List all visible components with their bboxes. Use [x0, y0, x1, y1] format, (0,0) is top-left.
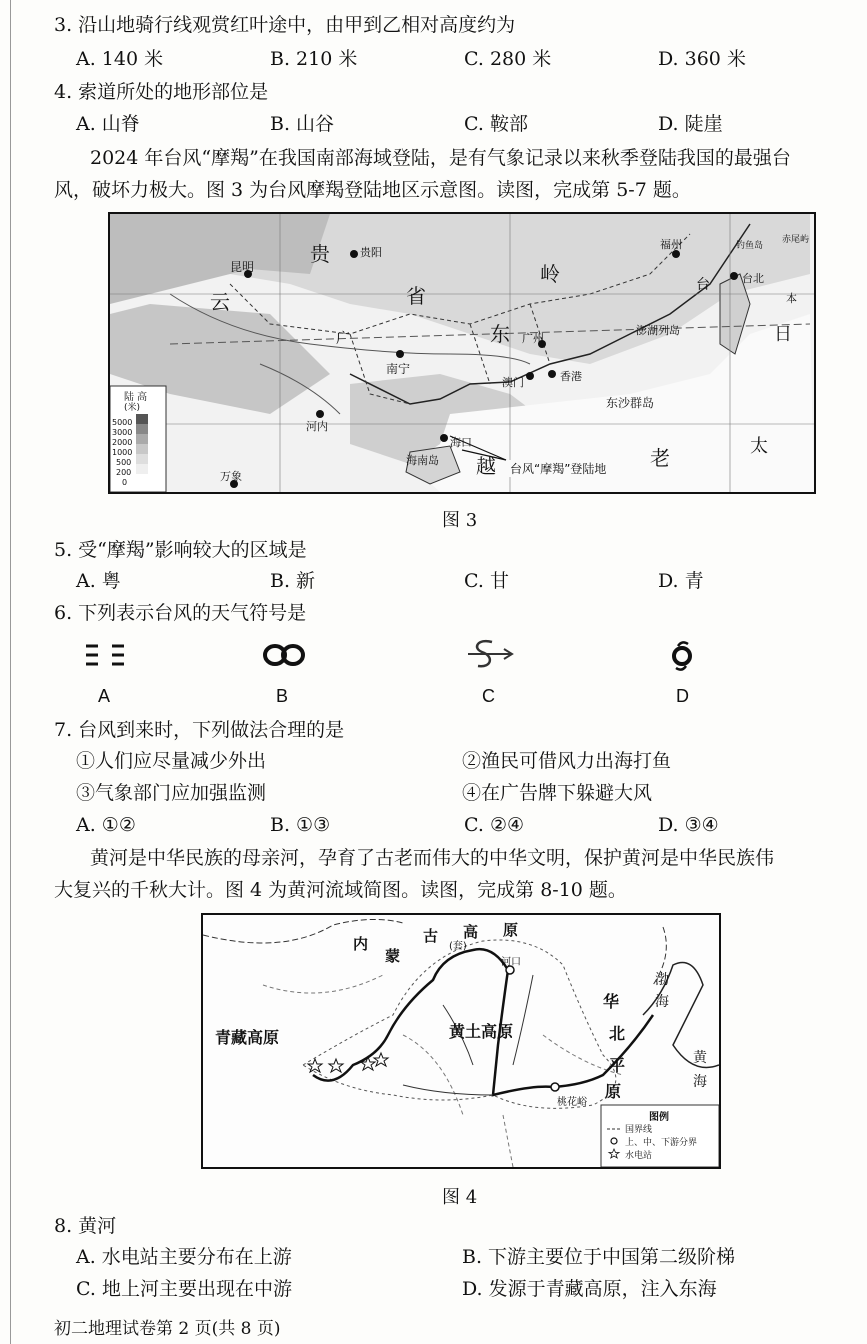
city-hanoi: 河内	[306, 420, 328, 433]
legend-1000: 1000	[112, 448, 133, 457]
region-gui: 贵	[310, 242, 330, 266]
typhoon-symbol[interactable]	[668, 640, 698, 672]
option-d[interactable]: D. 360 米	[658, 48, 746, 70]
region-tai: 台	[696, 277, 710, 293]
option-b[interactable]: B. 新	[270, 570, 316, 592]
option-c[interactable]: C. ②④	[464, 814, 525, 836]
city-kunming: 昆明	[230, 260, 255, 274]
figure-4-caption: 图 4	[442, 1187, 478, 1208]
q8-option-b[interactable]: B. 下游主要位于中国第二级阶梯	[462, 1246, 736, 1268]
yellow-river-basin-map	[201, 913, 721, 1169]
city-vientiane: 万象	[220, 470, 242, 483]
diaoyu-island-label: 钓鱼岛	[736, 241, 764, 251]
page-footer: 初二地理试卷第 2 页(共 8 页)	[54, 1319, 281, 1339]
city-taipei: 台北	[742, 272, 764, 285]
chiwei-islet-label: 赤尾屿	[782, 235, 810, 245]
hainan-island-label: 海南岛	[406, 454, 439, 467]
question-3-stem: 3. 沿山地骑行线观赏红叶途中，由甲到乙相对高度约为	[54, 14, 516, 36]
penghu-islands-label: 澎湖列岛	[636, 324, 680, 337]
sandstorm-symbol[interactable]	[464, 636, 514, 674]
intro-yellow-river-line2: 大复兴的千秋大计。图 4 为黄河流域简图。读图，完成第 8-10 题。	[54, 879, 627, 901]
city-guangzhou: 广州	[522, 332, 544, 345]
city-guiyang: 贵阳	[360, 246, 382, 259]
statement-1: ①人们应尽量减少外出	[76, 750, 267, 772]
option-c[interactable]: C. 280 米	[464, 48, 552, 70]
symbol-label-a: A	[98, 686, 111, 706]
label-loess-plateau: 黄土高原	[449, 1022, 514, 1041]
label-meng: 蒙	[385, 947, 401, 965]
label-hetao: (套)	[449, 941, 467, 952]
q8-option-a[interactable]: A. 水电站主要分布在上游	[76, 1246, 292, 1268]
question-4-options	[54, 111, 857, 137]
option-a[interactable]: A. 140 米	[76, 48, 164, 70]
label-gu: 古	[423, 927, 439, 945]
legend-unit: (米)	[124, 403, 141, 413]
legend-200: 200	[116, 468, 132, 477]
typhoon-landfall-map	[108, 212, 816, 494]
region-dong: 东	[490, 322, 510, 346]
figure-3-caption: 图 3	[442, 510, 478, 531]
option-c[interactable]: C. 甘	[464, 570, 509, 592]
legend-5000: 5000	[112, 418, 133, 427]
label-bohai-1: 渤	[655, 972, 669, 988]
legend-3000: 3000	[112, 428, 133, 437]
symbol-label-d: D	[676, 686, 689, 706]
legend-title: 图例	[649, 1112, 669, 1123]
city-nanning: 南宁	[386, 362, 411, 376]
label-hekou: 河口	[501, 957, 521, 968]
intro-typhoon-line2: 风，破坏力极大。图 3 为台风摩羯登陆地区示意图。读图，完成第 5-7 题。	[54, 179, 691, 201]
statement-3: ③气象部门应加强监测	[76, 782, 267, 804]
statement-2: ②渔民可借风力出海打鱼	[462, 750, 672, 772]
symbol-label-b: B	[276, 686, 289, 706]
page-margin-rule	[10, 0, 11, 1344]
region-guangxi-xi: 广	[336, 331, 350, 347]
japan-label: 本	[786, 292, 797, 305]
question-7-stem: 7. 台风到来时，下列做法合理的是	[54, 719, 345, 741]
option-b[interactable]: B. 210 米	[270, 48, 358, 70]
ocean-yang: 太	[750, 436, 768, 457]
intro-yellow-river-line1: 黄河是中华民族的母亲河，孕育了古老而伟大的中华文明，保护黄河是中华民族伟	[90, 847, 775, 869]
label-taohuayu: 桃花峪	[557, 1097, 587, 1108]
option-c[interactable]: C. 鞍部	[464, 113, 528, 135]
label-huanghai-2: 海	[693, 1074, 707, 1090]
label-ping: 平	[609, 1056, 626, 1075]
city-fuzhou: 福州	[660, 238, 682, 251]
legend-title: 陆 高	[124, 392, 148, 403]
option-a[interactable]: A. 山脊	[76, 113, 140, 135]
option-b[interactable]: B. ①③	[270, 814, 331, 836]
option-a[interactable]: A. 粤	[76, 570, 121, 592]
statement-4: ④在广告牌下躲避大风	[462, 782, 653, 804]
option-d[interactable]: D. 陡崖	[658, 113, 723, 135]
region-guangxi-guang: 省	[406, 284, 426, 308]
q8-option-c[interactable]: C. 地上河主要出现在中游	[76, 1278, 292, 1300]
dongsha-islands-label: 东沙群岛	[606, 396, 655, 410]
legend-0: 0	[122, 478, 128, 487]
question-7-options	[54, 812, 857, 838]
region-nanling: 岭	[540, 262, 560, 286]
city-haikou: 海口	[450, 436, 472, 449]
question-3-options	[54, 46, 857, 72]
question-5-options	[54, 568, 857, 594]
symbol-label-c: C	[482, 686, 495, 706]
map-terrain	[110, 214, 814, 492]
question-5-stem: 5. 受“摩羯”影响较大的区域是	[54, 539, 307, 561]
label-gao: 高	[463, 923, 479, 941]
question-8-stem: 8. 黄河	[54, 1215, 117, 1237]
q8-option-d[interactable]: D. 发源于青藏高原，注入东海	[462, 1278, 717, 1300]
haze-symbol[interactable]	[262, 640, 306, 670]
option-b[interactable]: B. 山谷	[270, 113, 335, 135]
legend-national-border: 国界线	[625, 1125, 653, 1135]
city-macao: 澳门	[502, 376, 524, 389]
label-huanghai-1: 黄	[693, 1050, 707, 1066]
label-bei: 北	[609, 1024, 626, 1043]
legend-2000: 2000	[112, 438, 133, 447]
label-nei: 内	[353, 935, 369, 953]
city-hongkong: 香港	[560, 370, 582, 383]
label-qingzang-plateau: 青藏高原	[215, 1028, 280, 1047]
label-bohai-2: 海	[655, 994, 669, 1010]
intro-typhoon-line1: 2024 年台风“摩羯”在我国南部海域登陆，是有气象记录以来秋季登陆我国的最强台	[90, 147, 791, 169]
label-yuan2: 原	[605, 1082, 622, 1101]
legend-reach-division: 上、中、下游分界	[625, 1138, 698, 1148]
label-hua: 华	[603, 992, 620, 1011]
question-4-stem: 4. 索道所处的地形部位是	[54, 81, 269, 103]
label-yuan: 原	[503, 921, 519, 939]
landfall-label: 台风“摩羯”登陆地	[510, 462, 607, 476]
sea-nan: 越	[476, 454, 496, 478]
region-yun: 云	[210, 290, 230, 314]
question-6-stem: 6. 下列表示台风的天气符号是	[54, 602, 307, 624]
legend-hydropower: 水电站	[625, 1151, 653, 1161]
fog-symbol[interactable]	[84, 640, 128, 670]
option-d[interactable]: D. ③④	[658, 814, 719, 836]
option-d[interactable]: D. 青	[658, 570, 704, 592]
sea-hai: 老	[650, 446, 670, 470]
option-a[interactable]: A. ①②	[76, 814, 136, 836]
legend-500: 500	[116, 458, 132, 467]
ocean-tai: 日	[774, 324, 792, 345]
